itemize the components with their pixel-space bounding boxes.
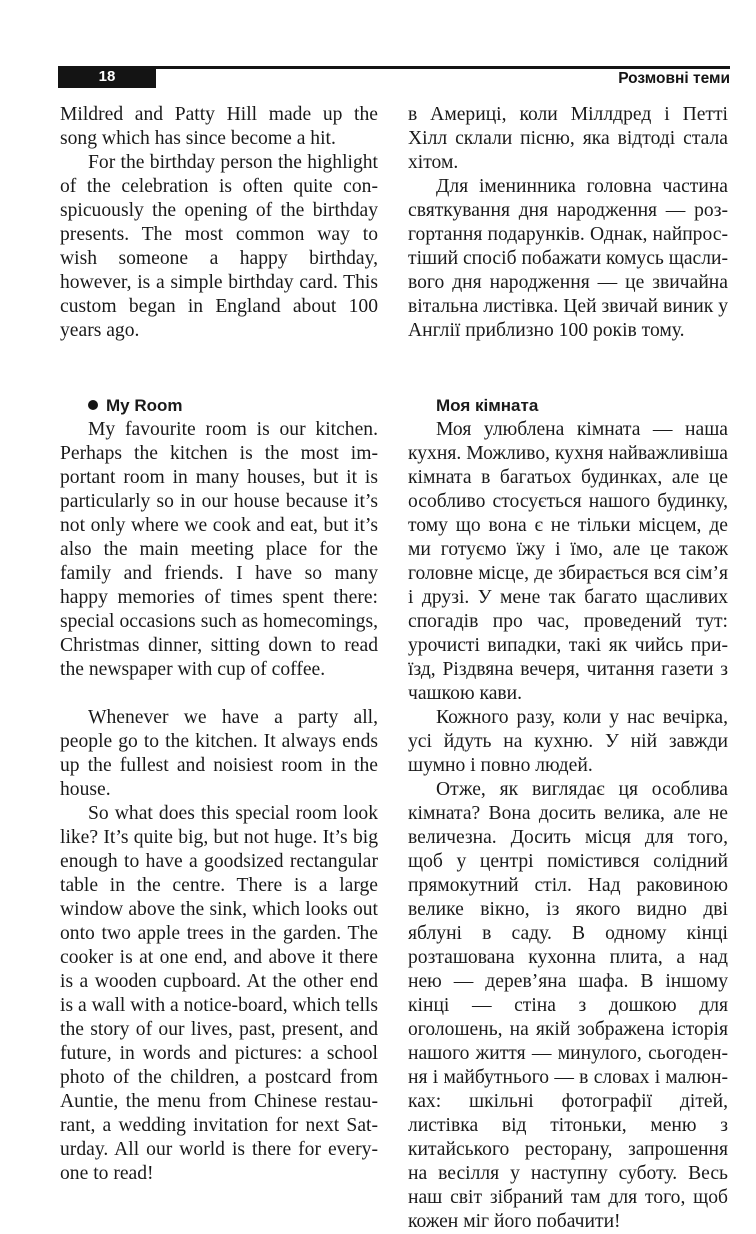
ukrainian-paragraph-1: в Америці, коли Міллдред і Петті Хілл склали пісню, яка відтоді стала хітом. [408,104,728,173]
english-paragraph-3: My favourite room is our kitchen. Perhaps the kitchen is the most important room in many houses, but it is particularly so in our house because it’s not only where we cook and eat, but it’s also the main meeting place for the family and friends. I have so many happy memories of times spent there: special occasions such as homecomings, Christmas dinner, sitting down to read the newspaper with cup of coffee. [60,419,378,680]
page-header [58,66,730,88]
english-spacer [60,343,378,394]
ukrainian-column [408,103,728,1234]
ukrainian-paragraph-3: Моя улюблена кімната — наша кухня. Можливо, кухня найважливіша кімната в багатьох будинках, але це особливо стосується нашого будинку, тому що вона є не тільки місцем, де ми готуємо їжу і їмо, але це також головне місце, де збирається вся сім’я і друзі. У мене так багато щасливих спогадів про час, проведений тут: урочисті випадки, такі як чийсь приїзд, Різдвяна вечеря, читання газети з чашкою кави. [408,419,728,704]
english-column [60,103,378,1186]
english-heading-text: My Room [106,396,183,415]
section-title: Розмовні теми [618,70,730,87]
english-heading [60,394,378,418]
ukrainian-heading: Моя кімната [436,396,539,415]
english-paragraph-1: Mildred and Patty Hill made up the song which has since become a hit. [60,104,378,149]
english-paragraph-5: So what does this special room look like? It’s quite big, but not huge. It’s big enough to have a goodsized rectangular table in the centre. There is a large window above the sink, which looks out onto two apple trees in the garden. The cooker is at one end, and above it there is a wooden cupboard. At the other end is a wall with a notice-board, which tells the story of our lives, past, present, and future, in words and pictures: a school photo of the children, a postcard from Auntie, the menu from Chinese restaurant, a wedding invitation for next Saturday. All our world is there for everyone to read! [60,803,378,1184]
english-spacer [60,682,378,706]
ukrainian-paragraph-4: Кожного разу, коли у нас вечірка, усі йдуть на кухню. У ній завжди шумно і повно людей. [408,707,728,776]
bullet-icon [88,400,98,410]
english-paragraph-4: Whenever we have a party all, people go to the kitchen. It always ends up the fullest and noisiest room in the house. [60,707,378,800]
ukrainian-paragraph-5: Отже, як виглядає ця особлива кімната? Вона досить велика, але не величезна. Досить місця для того, щоб у центрі помістився солідний прямокутний стіл. Над раковиною велике вікно, із якого видно дві яблуні в саду. В одному кінці розташована кухонна плита, а над нею — дерев’яна шафа. В іншому кінці — стіна з дошкою для оголошень, на якій зображена історія нашого життя — минулого, сьогодення і майбутнього — в словах і малюнках: шкільні фотографії дітей, листівка від тітоньки, меню з китайського ресторану, запрошення на весілля у наступну суботу. Весь наш світ зібраний там для того, щоб кожен міг його побачити! [408,779,728,1232]
ukrainian-spacer [408,343,728,394]
english-paragraph-2: For the birthday person the highlight of the celebration is often quite conspicuously the opening of the birthday presents. The most common way to wish someone a happy birthday, however, is a simple birthday card. This custom began in England about 100 years ago. [60,152,378,341]
page-number: 18 [58,66,156,88]
ukrainian-paragraph-2: Для іменинника головна частина святкування дня народження — розгортання подарунків. Однак, найпростіший спосіб побажати комусь щасливого дня народження — це звичайна вітальна листівка. Цей звичай виник у Англії приблизно 100 років тому. [408,176,729,341]
